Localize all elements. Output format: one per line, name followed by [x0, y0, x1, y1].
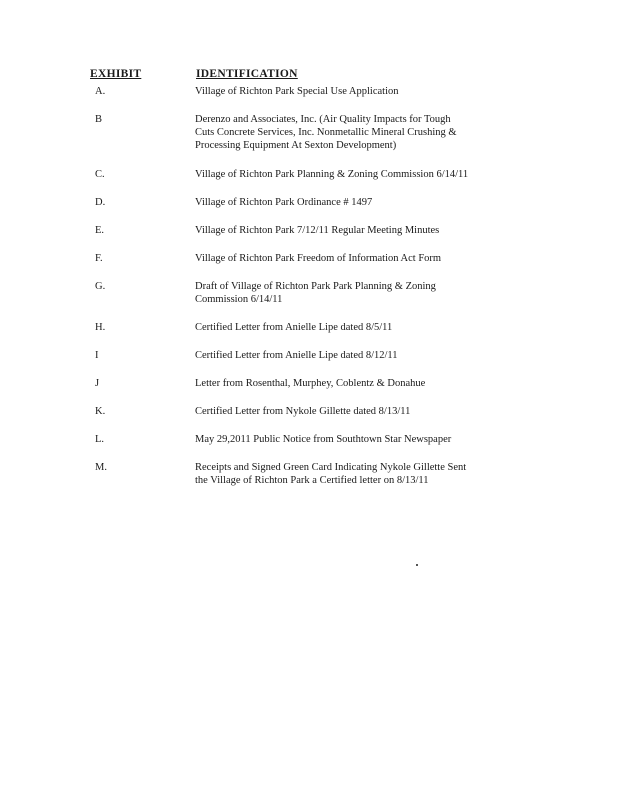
exhibit-letter: H.	[95, 322, 106, 333]
exhibit-description: Village of Richton Park Special Use Application	[195, 86, 399, 97]
exhibit-description: Village of Richton Park Ordinance # 1497	[195, 197, 373, 208]
exhibit-letter: L.	[95, 434, 105, 445]
exhibit-column-header: EXHIBIT	[90, 68, 142, 80]
exhibit-description: Village of Richton Park 7/12/11 Regular Meeting Minutes	[195, 225, 440, 236]
exhibit-description: Village of Richton Park Freedom of Information Act Form	[195, 253, 442, 264]
exhibit-letter: B	[95, 114, 103, 125]
exhibit-letter: E.	[95, 225, 105, 236]
exhibit-description: Certified Letter from Anielle Lipe dated 8/12/11	[195, 350, 398, 361]
exhibit-description: Certified Letter from Anielle Lipe dated 8/5/11	[195, 322, 393, 333]
exhibit-description: Receipts and Signed Green Card Indicating Nykole Gillette Sent the Village of Richton Park a Certified letter on 8/13/11	[195, 462, 467, 486]
stray-scan-mark	[416, 564, 418, 566]
exhibit-letter: D.	[95, 197, 106, 208]
exhibit-description: May 29,2011 Public Notice from Southtown Star Newspaper	[195, 434, 452, 445]
exhibit-description: Letter from Rosenthal, Murphey, Coblentz & Donahue	[195, 378, 426, 389]
exhibit-letter: J	[95, 378, 100, 389]
exhibit-description: Derenzo and Associates, Inc. (Air Quality Impacts for Tough Cuts Concrete Services, Inc. Nonmetallic Mineral Crushing & Processing Equipment At Sexton Development)	[195, 114, 457, 151]
exhibit-letter: A.	[95, 86, 106, 97]
exhibit-description: Village of Richton Park Planning & Zoning Commission 6/14/11	[195, 169, 469, 180]
identification-column-header: IDENTIFICATION	[196, 68, 298, 80]
exhibit-letter: M.	[95, 462, 107, 473]
exhibit-letter: I	[95, 350, 99, 361]
exhibit-description: Draft of Village of Richton Park Park Planning & Zoning Commission 6/14/11	[195, 281, 436, 305]
exhibit-letter: G.	[95, 281, 106, 292]
exhibit-letter: C.	[95, 169, 105, 180]
exhibit-letter: F.	[95, 253, 103, 264]
exhibit-description: Certified Letter from Nykole Gillette dated 8/13/11	[195, 406, 411, 417]
exhibit-letter: K.	[95, 406, 106, 417]
